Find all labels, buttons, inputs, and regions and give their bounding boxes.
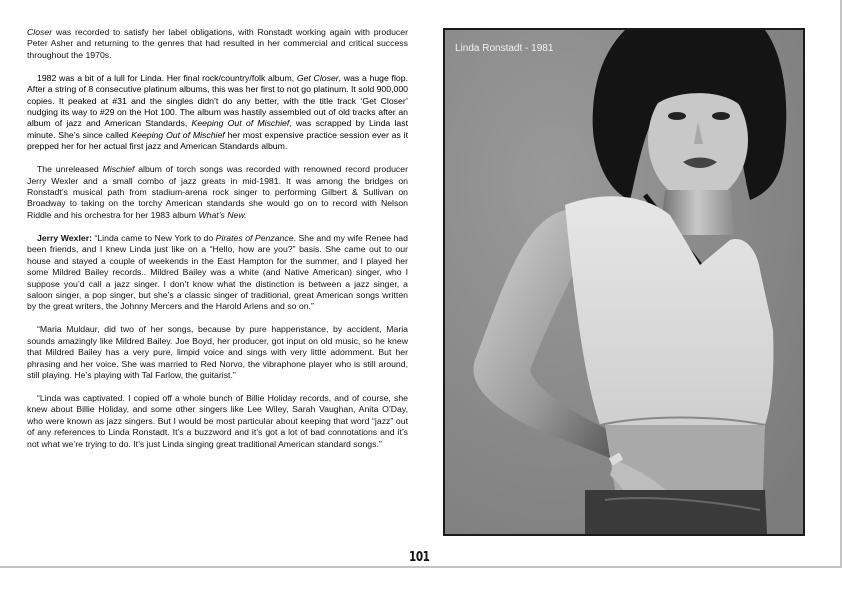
album-title-whats-new: What’s New. <box>198 209 247 220</box>
album-title-closer: Closer <box>27 27 53 37</box>
album-title-mischief-2: Keeping Out of Mischief <box>131 129 225 140</box>
jeans <box>585 490 767 534</box>
paragraph-6: “Linda was captivated. I copied off a whole bunch of Billie Holiday records, and of course, she knew about Billie Holiday, and some other singers like Lee Wiley, Sarah Vaughan, Anita O’Day, who were known as jazz singers. But I would be most particular about keeping that word “jazz” out of any references to Linda Ronstadt. It’s a buzzword and it’s got a lot of bad connotations and it’s not what we’re trying to do. It’s just Linda singing great traditional American standard songs.” <box>27 392 408 449</box>
album-title-mischief-3: Mischief <box>102 164 135 175</box>
portrait-photo <box>443 28 805 536</box>
show-title-pirates: Pirates of Penzance <box>215 232 294 243</box>
paragraph-2 <box>27 73 408 153</box>
album-title-get-closer: Get Closer <box>296 72 339 83</box>
page-number: 101 <box>409 550 430 565</box>
paragraph-5: “Maria Muldaur, did two of her songs, because by pure happenstance, by accident, Maria sounds amazingly like Mildred Bailey. Joe Boyd, her producer, got input on old music, so he knew that Mildred Bailey has a very pure, limpid voice and sings with very little adornment. But her phrasing and her voice. She was married to Red Norvo, the vibraphone player who is still around, still playing. He’s playing with Tal Farlow, the guitarist.” <box>27 324 408 380</box>
paragraph-3-text-b: album of torch songs was recorded with renowned record producer Jerry Wexler and a small combo of jazz greats in mid-1981. It was among the bridges on Ronstadt’s musical path from stadium-arena rock singer to performing Gilbert & Sullivan on Broadway to taking on the torchy American standards she would go on to record with Nelson Riddle and his orchestra for her 1983 album <box>27 164 408 220</box>
album-title-mischief-1: Keeping Out of Mischief <box>191 118 290 129</box>
paragraph-3-text-a: The unreleased <box>37 164 103 175</box>
paragraph-4-text-a: “Linda came to New York to do <box>91 232 216 243</box>
photo-caption: Linda Ronstadt - 1981 <box>455 43 554 54</box>
speaker-name: Jerry Wexler: <box>37 232 92 243</box>
text-column <box>27 27 408 462</box>
paragraph-1-text: was recorded to satisfy her label obligations, with Ronstadt working again with producer Peter Asher and returning to the genres that had resulted in her commercial and critical success throughout the 1970s. <box>27 27 408 60</box>
paragraph-1 <box>27 27 408 61</box>
portrait-illustration <box>445 30 803 534</box>
paragraph-3 <box>27 164 408 221</box>
paragraph-2-text-a: 1982 was a bit of a lull for Linda. Her final rock/country/folk album, <box>37 72 297 83</box>
paragraph-2-text-b: , was a huge flop. After a string of 8 consecutive platinum albums, this was her first to not go platinum. It sold 900,000 copies. It peaked at #31 and the singles didn’t do any better, with the title track ‘Get Closer’ nudging its way to #29 on the Hot 100. The album was hastily assembled out of old tracks after an album of jazz and American Standards, <box>27 72 408 129</box>
paragraph-2-text-c: , was scrapped by Linda last minute. She’s since called <box>27 118 409 140</box>
paragraph-4 <box>27 233 408 313</box>
paragraph-4-text-b: . She and my wife Renee had been friends, and I knew Linda just like on a “Hello, how are you?” basis. She came out to our house and stayed a couple of weekends in the East Hampton for the summer, and I played her some Mildred Bailey records.. Mildred Bailey was a white (and Native American) singer, who I suppose you’d call a jazz singer. I don’t know what the distinction is between a jazz singer, a saloon singer, a pop singer, but she’s a classic singer of traditional, great American songs written by the great writers, the Johnny Mercers and the Harold Arlens and so on.” <box>27 232 408 312</box>
paragraph-2-text-d: her most expensive practice session ever as it prepped her for her actual first jazz and American Standards album. <box>27 129 409 152</box>
